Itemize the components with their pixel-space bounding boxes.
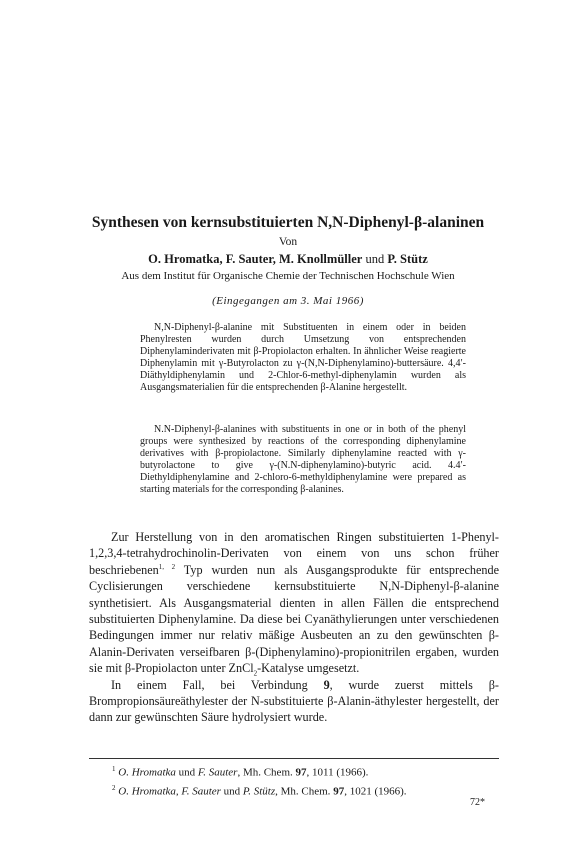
byline-von: Von (278, 236, 298, 248)
footnote-2 (112, 781, 492, 800)
author-4: P. Stütz (387, 252, 428, 266)
footnote-2-conj: und (220, 785, 243, 798)
footnote-2-author-3: P. Stütz (242, 785, 276, 798)
author-conjunction: und (365, 252, 385, 266)
footnote-1-marker: 1 (112, 765, 116, 773)
institute-affiliation: Aus dem Institut für Organische Chemie der Technischen Hochschule Wien (121, 270, 455, 282)
footnote-1-volume: 97 (295, 766, 307, 779)
body-p2-part-b: , wurde zuerst mittels β-Brompropionsäureäthylester der N-substituierte β-Alanin-äthylester hergestellt, der dann zur gewünschten Säure hydrolysiert wurde. (89, 677, 499, 725)
author-list (0, 252, 576, 267)
body-p1-part-a: Zur Herstellung von in den aromatischen Ringen substituierten 1-Phenyl-1,2,3,4-tetrahydrochinolin-Derivaten von einem von uns schon früher beschriebenen (89, 530, 499, 577)
body-text (89, 529, 499, 726)
footnote-1-conj: und (175, 766, 198, 779)
footnote-1 (112, 762, 492, 781)
footnote-2-volume: 97 (333, 785, 345, 798)
footnote-2-journal: , Mh. Chem. (275, 785, 334, 798)
body-p1-part-c: -Katalyse umgesetzt. (257, 661, 360, 676)
zncl2-subscript: 2 (253, 669, 258, 678)
compound-number: 9 (323, 677, 330, 692)
received-date: (Eingegangen am 3. Mai 1966) (212, 295, 364, 307)
abstract-english (140, 424, 466, 497)
citation-superscript: 1, 2 (158, 562, 176, 571)
footnote-2-pages: , 1021 (1966). (344, 785, 407, 798)
author-2: F. Sauter, (225, 252, 276, 266)
article-title: Synthesen von kernsubstituierten N,N-Diphenyl-β-alaninen (91, 214, 485, 231)
body-p1-part-b: Typ wurden nun als Ausgangsprodukte für entsprechende Cyclisierungen verschiedene kernsubstituierte N,N-Diphenyl-β-alanine synthetisiert. Als Ausgangsmaterial dienten in allen Fällen die entsprechend substituierten Diphenylamine. Da diese bei Cyanäthylierungen unter verschiedenen Bedingungen immer nur relativ mäßige Ausbeuten an zu den gewünschten β-Alanin-Derivaten verseifbaren β-(Diphenylamino)-propionitrilen ergaben, wurden sie mit β-Propiolacton unter ZnCl (89, 562, 499, 676)
author-3: M. Knollmüller (278, 252, 363, 266)
abstract-english-text: N.N-Diphenyl-β-alanines with substituents in one or in both of the phenyl groups were synthesized by reactions of the corresponding diphenylamine derivatives with β-propiolactone. Similarly diphenylamine reacted with γ-butyrolactone to give γ-(N.N-diphenylamino)-butyric acid. 4.4′-Diethyldiphenylamine and 2-chloro-6-methyldiphenylamine were prepared as starting materials for the corresponding β-alanines. (140, 424, 466, 496)
footnote-1-author-1: O. Hromatka (118, 766, 176, 779)
footnote-1-pages: , 1011 (1966). (306, 766, 369, 779)
footnote-1-author-2: F. Sauter (197, 766, 238, 779)
body-p2-part-a: In einem Fall, bei Verbindung (111, 677, 324, 692)
footnote-2-authors: O. Hromatka, F. Sauter (118, 785, 221, 798)
footnote-1-journal: , Mh. Chem. (237, 766, 296, 779)
body-paragraph-2 (89, 677, 499, 726)
body-paragraph-1 (89, 529, 499, 677)
footnotes (112, 762, 492, 799)
page-number: 72* (470, 797, 485, 808)
footnote-divider (89, 758, 499, 759)
author-1: O. Hromatka, (148, 252, 223, 266)
footnote-2-marker: 2 (112, 783, 116, 792)
abstract-german-text: N,N-Diphenyl-β-alanine mit Substituenten in einem oder in beiden Phenylresten wurden durch Umsetzung von entsprechenden Diphenylaminderivaten mit β-Propiolacton erhalten. In ähnlicher Weise reagierte Diphenylamin mit γ-Butyrolacton zu γ-(N,N-Diphenylamino)-buttersäure. 4,4′-Diäthyldiphenylamin und 2-Chlor-6-methyl-diphenylamin wurden als Ausgangsmaterialien für die entsprechenden β-Alanine hergestellt. (140, 322, 466, 394)
abstract-german (140, 322, 466, 395)
